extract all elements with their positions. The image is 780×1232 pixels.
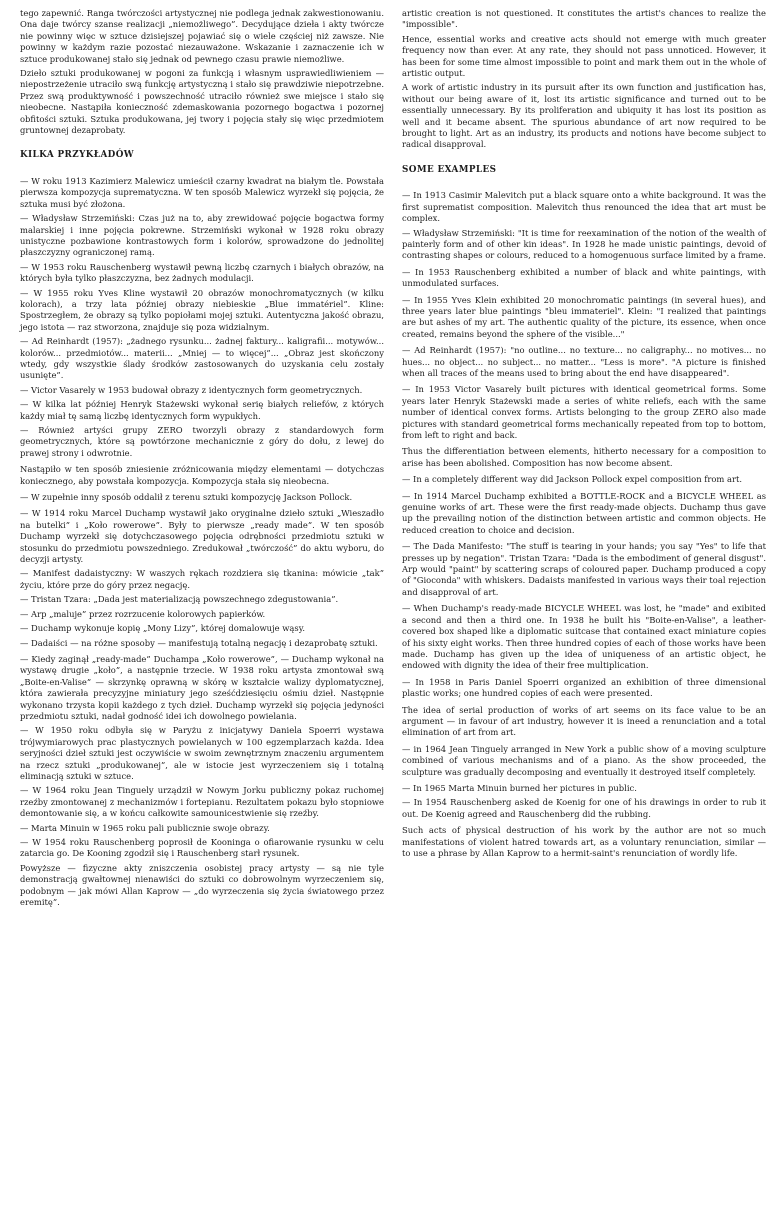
intro-paragraph: artistic creation is not questioned. It constitutes the artist's chances to realize the "impossible". xyxy=(402,8,766,30)
example-paragraph: — Ad Reinhardt (1957): "no outline... no texture... no caligraphy... no motives... no hues... no object... no subject... no matter... "Less is more". "A picture is finished when all traces of the means used to bring about the end have disappeared". xyxy=(402,345,766,378)
example-paragraph: — Marta Minuin w 1965 roku pali publicznie swoje obrazy. xyxy=(20,822,270,833)
example-paragraph: — When Duchamp's ready-made BICYCLE WHEEL was lost, he "made" and exibited a second and then a third one. In 1938 he built his "Boite-en-Valise", a leather-covered box shaped like a diplomatic suitcase that contained exact miniature copies of his sixty eight works. Then three hundred copies of each of those works have been made. Duchamp has given up the idea of uniqueness of an artistic object, he endowed with dignity the idea of their free multiplication. xyxy=(402,603,766,671)
example-paragraph: — in 1964 Jean Tinguely arranged in New York a public show of a moving sculpture combined of various mechanisms and of a piano. As the show proceeded, the sculpture was gradually decomposing and eventually it destroyed itself completely. xyxy=(402,743,766,777)
example-paragraph: — In 1955 Yves Klein exhibited 20 monochromatic paintings (in several hues), and three years later blue paintings "bleu immateriel". Klein: "I realized that paintings are but ashes of my art. The authentic quality of the picture, its essence, when once created, remains beyond the sphere of the visible..." xyxy=(402,294,766,339)
example-paragraph: Nastąpiło w ten sposób zniesienie zróżnicowania między elementami — dotychczas koniecznego, aby powstała kompozycja. Kompozycja stała się nieobecna. xyxy=(20,464,384,486)
example-paragraph: — Duchamp wykonuje kopię „Mony Lizy”, której domalowuje wąsy. xyxy=(20,623,305,634)
example-paragraph: — W 1950 roku odbyła się w Paryżu z inicjatywy Daniela Spoerri wystawa trójwymiarowych prac plastycznych powielanych w 100 egzemplarzach każda. Idea seryjności dzieł sztuki jest oczywiście w swoim zewnętrznym znaczeniu argumentem na rzecz sztuki „produkowanej”, ale w istocie jest wyrzeczeniem się i totalną eliminacją sztuki w sztuce. xyxy=(20,725,384,781)
intro-paragraph: Hence, essential works and creative acts should not emerge with much greater frequency now than ever. At any rate, they should not pass unnoticed. However, it has been for some time almost impossible to point and mark them out in the whole of artistic output. xyxy=(402,33,766,79)
example-paragraph: — Władysław Strzemiński: "It is time for reexamination of the notion of the wealth of painterly form and of other kin ideas". In 1928 he made unistic paintings, devoid of contrasting shapes or colours, reduced to a homogenuous surface limited by a frame. xyxy=(402,227,766,261)
example-paragraph: — The Dada Manifesto: "The stuff is tearing in your hands; you say "Yes" to life that presses up by negation". Tristan Tzara: "Dada is the embodiment of general disgust". Arp would "paint" by scattering scraps of coloured paper. Duchamp produced a copy of "Gioconda" with whiskers. Dadaists manifested in various ways their toal rejection and disapproval of art. xyxy=(402,541,766,597)
example-paragraph: — W zupełnie inny sposób oddalił z terenu sztuki kompozycję Jackson Pollock. xyxy=(20,492,353,503)
example-paragraph: — W 1955 roku Yves Kline wystawił 20 obrazów monochromatycznych (w kilku kolorach), a trzy lata później obrazy niebieskie „Blue immatériel”. Kline: Spostrzegłem, że obrazy są tylko popiołami mojej sztuki. Autentyczna jakość obrazu, jego istota — raz stworzona, znajduje się poza widzialnym. xyxy=(20,287,384,332)
example-paragraph: — Również artyści grupy ZERO tworzyli obrazy z standardowych form geometrycznych, które są powtórzone mechanicznie z góry do dołu, z lewej do prawej strony i odwrotnie. xyxy=(20,425,384,458)
example-paragraph: — W 1953 roku Rauschenberg wystawił pewną liczbę czarnych i białych obrazów, na których była tylko płaszczyzna, bez żadnych modulacji. xyxy=(20,261,384,284)
example-paragraph: — Victor Vasarely w 1953 budował obrazy z identycznych form geometrycznych. xyxy=(20,384,363,395)
example-paragraph: — Tristan Tzara: „Dada jest materializacją powszechnego zdegustowania”. xyxy=(20,594,339,605)
example-paragraph: — W roku 1913 Kazimierz Malewicz umieścił czarny kwadrat na białym tle. Powstała pierwsza kompozycja suprematyczna. W ten sposób Malewicz wyrzekł się pojęcia, że sztuka musi być złożona. xyxy=(20,175,384,209)
example-paragraph: Powyższe — fizyczne akty zniszczenia osobistej pracy artysty — są nie tyle demonstracją gwałtownej nienawiści do sztuki co dobrowolnym wyrzeczeniem się, podobnym — jak mówi Allan Kaprow — „do wyrzeczenia się życia światowego przez eremitę”. xyxy=(20,862,384,908)
example-paragraph: — Dadaiści — na różne sposoby — manifestują totalną negację i dezaprobatę sztuki. xyxy=(20,637,378,648)
section-heading: SOME EXAMPLES xyxy=(402,164,497,175)
example-paragraph: — Władysław Strzemiński: Czas już na to, aby zrewidować pojęcie bogactwa formy malarskiej i inne pojęcia pokrewne. Strzemiński wykonał w 1928 roku obrazy unistyczne pozbawione kontrastowych form i kolorów, sprowadzone do jednolitej płaszczyzny ograniczonej ramą. xyxy=(20,213,384,258)
example-paragraph: — Manifest dadaistyczny: W waszych rękach rozdziera się tkanina: mówicie „tak” życiu, które prze do góry przez negację. xyxy=(20,568,384,590)
example-paragraph: — W 1964 roku Jean Tinguely urządził w Nowym Jorku publiczny pokaz ruchomej rzeźby zmontowanej z mechanizmów i fortepianu. Rezultatem pokazu było stopniowe demontowanie się, a w końcu całkowite samounicestwienie się rzeźby. xyxy=(20,785,384,819)
intro-paragraph: Dzieło sztuki produkowanej w pogoni za funkcją i własnym usprawiedliwieniem — niepostrzeżenie utraciło swą funkcję artystyczną i stało się prawdziwie niepotrzebne. Przez swą produktywność i powszechność utraciło również swe miejsce i stało się nieobecne. Nastąpiła konieczność zdemaskowania pozornego bogactwa i pozornej obfitości sztuki. Sztuka produkowana, jej twory i pojęcia stały się więc przedmiotem gruntownej dezaprobaty. xyxy=(20,68,384,136)
example-paragraph: — In a completely different way did Jackson Pollock expel composition from art. xyxy=(402,474,743,485)
english-column xyxy=(402,8,766,1232)
example-paragraph: — In 1953 Rauschenberg exhibited a number of black and white paintings, with unmodulated surfaces. xyxy=(402,266,766,289)
example-paragraph: — W 1954 roku Rauschenberg poprosił de Kooninga o ofiarowanie rysunku w celu zatarcia go. De Kooning zgodził się i Rauschenberg starł rysunek. xyxy=(20,837,384,859)
example-paragraph: — In 1913 Casimir Malevitch put a black square onto a white background. It was the first suprematist composition. Malevitch thus renounced the idea that art must be complex. xyxy=(402,190,766,224)
example-paragraph: — In 1954 Rauschenberg asked de Koenig for one of his drawings in order to rub it out. De Koenig agreed and Rauschenberg did the rubbing. xyxy=(402,797,766,819)
intro-paragraph: A work of artistic industry in its pursuit after its own function and justification has, without our being aware of it, lost its artistic significance and turned out to be essentially unnecessary. By its proliferation and ubiquity it has lost its position as well and it became absent. The spurious abundance of art now required to be brought to light. Art as an industry, its products and notions have become subject to radical disapproval. xyxy=(402,82,766,150)
example-paragraph: Thus the differentiation between elements, hitherto necessary for a composition to arise has been abolished. Composition has now become absent. xyxy=(402,446,766,468)
example-paragraph: — Kiedy zaginął „ready-made” Duchampa „Koło rowerowe”, — Duchamp wykonał na wystawę drugie „koło”, a następnie trzecie. W 1938 roku artysta zmontował swą „Boite-en-Valise” — skrzynkę oprawną w skórę w kształcie walizy dyplomatycznej, która zawierała precyzyjne miniatury jego sześćdziesięciu ośmiu dzieł. Następnie wykonano trzysta kopii każdego z tych dzieł. Duchamp wyrzekł się pojęcia jedyności przedmiotu sztuki, nadał godność idei ich dowolnego powielania. xyxy=(20,653,384,721)
polish-column xyxy=(20,8,384,1232)
intro-paragraph: tego zapewnić. Ranga twórczości artystycznej nie podlega jednak zakwestionowaniu. Ona daje twórcy szanse realizacji „niemożliwego”. Decydujące dzieła i akty twórcze nie powinny więc w sztuce dzisiejszej pojawiać się o wiele częściej niż zawsze. Nie powinny w każdym razie pozostać niezauważone. Wskazanie i zaznaczenie ich w sztuce produkowanej stało się jednak od pewnego czasu prawie niemożliwe. xyxy=(20,8,384,64)
example-paragraph: — W 1914 roku Marcel Duchamp wystawił jako oryginalne dzieło sztuki „Wieszadło na butelki” i „Koło rowerowe”. Były to pierwsze „ready made”. W ten sposób Duchamp wyrzekł się dotychczasowego pojęcia odrębności przedmiotu sztuki w stosunku do przedmiotu powszedniego. Zredukował „twórczość” do aktu wyboru, do decyzji artysty. xyxy=(20,508,384,565)
example-paragraph: — Ad Reinhardt (1957): „żadnego rysunku... żadnej faktury... kaligrafii... motywów... kolorów... przedmiotów... materii... „Mniej — to więcej”... „Obraz jest skończony wtedy, gdy wszystkie ślady środków zastosowanych do uzyskania celu zostały usunięte”. xyxy=(20,336,384,381)
example-paragraph: — Arp „maluje” przez rozrzucenie kolorowych papierków. xyxy=(20,608,266,619)
example-paragraph: — In 1953 Victor Vasarely built pictures with identical geometrical forms. Some years later Henryk Stażewski made a series of white reliefs, each with the same number of identical convex forms. Artists belonging to the group ZERO also made pictures with standard geometrical forms mechanically repeated from top to bottom, from left to right and back. xyxy=(402,384,766,440)
example-paragraph: The idea of serial production of works of art seems on its face value to be an argument — in favour of art industry, however it is ineed a renunciation and a total elimination of art from art. xyxy=(402,704,766,738)
example-paragraph: Such acts of physical destruction of his work by the author are not so much manifestations of violent hatred towards art, as a voluntary renunciation, similar — to use a phrase by Allan Kaprow to a hermit-saint's renunciation of wordly life. xyxy=(402,825,766,858)
example-paragraph: — In 1914 Marcel Duchamp exhibited a BOTTLE-ROCK and a BICYCLE WHEEL as genuine works of art. These were the first ready-made objects. Duchamp thus gave up the prevailing notion of the distinction between artistic and common objects. He reduced creation to choice and decision. xyxy=(402,490,766,535)
example-paragraph: — In 1965 Marta Minuin burned her pictures in public. xyxy=(402,782,637,793)
example-paragraph: — In 1958 in Paris Daniel Spoerri organized an exhibition of three dimensional plastic works; one hundred copies of each were presented. xyxy=(402,676,766,699)
section-heading: KILKA PRZYKŁADÓW xyxy=(20,150,135,161)
example-paragraph: — W kilka lat później Henryk Stażewski wykonał serię białych reliefów, z których każdy miał tę samą liczbę identycznych form wypukłych. xyxy=(20,399,384,421)
